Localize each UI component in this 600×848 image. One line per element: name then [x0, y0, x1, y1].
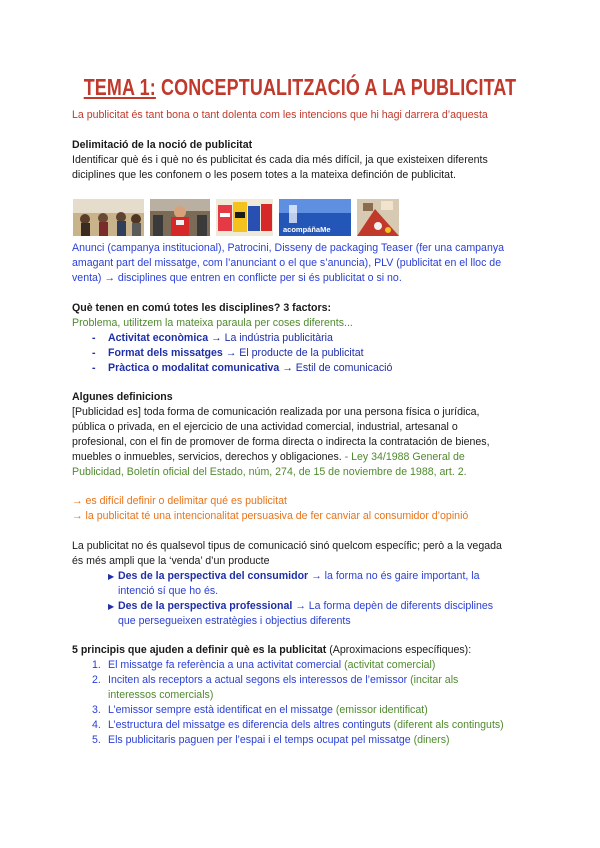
section1-text-line1: Identificar què és i què no és publicitat és cada dia més difícil, ja que existeixen diferents	[72, 154, 488, 166]
definition-citation-line2: Publicidad, Boletín oficial del Estado, núm, 274, de 15 de noviembre de 1988, art. 2.	[72, 466, 467, 478]
factor-desc: → Estil de comunicació	[279, 362, 393, 374]
section4-line2: és més ampli que la ‘venda’ d’un producte	[72, 555, 270, 567]
triangle-bullet-icon: ▶	[108, 572, 115, 581]
list-item-note: (diners)	[410, 734, 450, 746]
section1-heading: Delimitació de la noció de publicitat	[72, 139, 253, 151]
image-plv	[357, 199, 399, 236]
image-anunci	[73, 199, 144, 236]
section4-line1: La publicitat no és qualsevol tipus de comunicació sinó quelcom específic; però a la vegada	[72, 540, 502, 552]
section5-heading-row	[72, 643, 542, 659]
list-item-note: interessos comercials)	[108, 689, 214, 701]
definition-line4	[72, 450, 542, 466]
list-item-text: Inciten als receptors a actual segons els interessos de l’emissor	[108, 674, 408, 686]
list-item-text: L’estructura del missatge es diferencia dels altres continguts	[108, 719, 391, 731]
section1-text-line2: diciplines que les confonem o les posem totes a la mateixa definción de publicitat.	[72, 169, 456, 181]
factor-term: Format dels missatges	[108, 347, 223, 359]
definition-line4-text: muebles o inmuebles, servicios, derechos y obligaciones.	[72, 451, 342, 463]
list-item-number: 1.	[92, 659, 101, 671]
arrow-note-1: → es difícil definir o delimitar qué es publicitat	[72, 495, 287, 507]
list-item-note: (incitar als	[407, 674, 459, 686]
images-caption-line2: amagant part del missatge, com l’anunciant o el que s’anuncia), PLV (publicitat en el lloc de	[72, 257, 502, 269]
title-prefix: TEMA 1:	[83, 74, 156, 100]
list-item-number: 2.	[92, 674, 101, 686]
intro-quote: La publicitat és tant bona o tant dolenta com les intencions que hi hagi darrera d’aquesta	[72, 109, 488, 121]
factor-bullet: -	[92, 332, 96, 344]
triangle-bullet-icon: ▶	[108, 602, 115, 611]
section5-heading-note: (Aproximacions específiques):	[326, 644, 472, 656]
image-teaser	[279, 199, 351, 236]
section2-heading: Què tenen en comú totes les disciplines? 3 factors:	[72, 302, 332, 314]
factor-desc: → La indústria publicitària	[208, 332, 333, 344]
images-caption-line1: Anunci (campanya institucional), Patrocini, Disseny de packaging Teaser (fer una campanya	[72, 242, 505, 254]
perspective-consumer-line2: intenció sí que ho és.	[118, 585, 219, 597]
definition-line1: [Publicidad es] toda forma de comunicación realizada por una persona física o jurídica,	[72, 406, 480, 418]
list-item-text: El missatge fa referència a una activitat comercial	[108, 659, 342, 671]
list-item-note: (activitat comercial)	[341, 659, 436, 671]
perspective-consumer-term: Des de la perspectiva del consumidor	[118, 570, 309, 582]
list-item-number: 4.	[92, 719, 101, 731]
factor-term: Pràctica o modalitat comunicativa	[108, 362, 280, 374]
section5-heading: 5 principis que ajuden a definir què es la publicitat	[72, 644, 327, 656]
definition-citation: - Ley 34/1988 General de	[341, 451, 465, 463]
images-caption-line3: venta) → disciplines que entren en conflicte per si és publicitat o si no.	[72, 272, 402, 284]
image-packaging	[216, 199, 273, 236]
definition-line3: profesional, con el fin de promover de forma directa o indirecta la contratación de bienes,	[72, 436, 490, 448]
perspective-professional-desc: → La forma depèn de diferents disciplines	[292, 600, 494, 612]
factor-bullet: -	[92, 347, 96, 359]
list-item-note: (diferent als continguts)	[390, 719, 504, 731]
list-item-number: 3.	[92, 704, 101, 716]
section2-problem: Problema, utilitzem la mateixa paraula per coses diferents...	[72, 317, 353, 329]
factor-bullet: -	[92, 362, 96, 374]
teaser-logo: acompáñaMe	[283, 225, 331, 234]
title-main: CONCEPTUALITZACIÓ A LA PUBLICITAT	[161, 74, 517, 100]
page-title	[66, 74, 534, 101]
list-item-text: L’emissor sempre està identificat en el missatge	[108, 704, 333, 716]
perspective-professional-term: Des de la perspectiva professional	[118, 600, 293, 612]
perspective-consumer-desc: → la forma no és gaire important, la	[308, 570, 480, 582]
image-patrocini	[150, 199, 210, 236]
section3-heading: Algunes definicions	[72, 391, 173, 403]
perspective-professional-line2: que persegueixen estratègies i objectius diferents	[118, 615, 351, 627]
factor-term: Activitat econòmica	[108, 332, 209, 344]
list-item-text: Els publicitaris paguen per l’espai i el temps ocupat pel missatge	[108, 734, 411, 746]
definition-line2: pública o privada, en el ejercicio de una actividad comercial, industrial, artesanal o	[72, 421, 458, 433]
list-item-number: 5.	[92, 734, 101, 746]
list-item-note: (emissor identificat)	[332, 704, 428, 716]
arrow-note-2: → la publicitat té una intencionalitat persuasiva de fer canviar al consumidor d’opinió	[72, 510, 469, 522]
factor-desc: → El producte de la publicitat	[222, 347, 364, 359]
